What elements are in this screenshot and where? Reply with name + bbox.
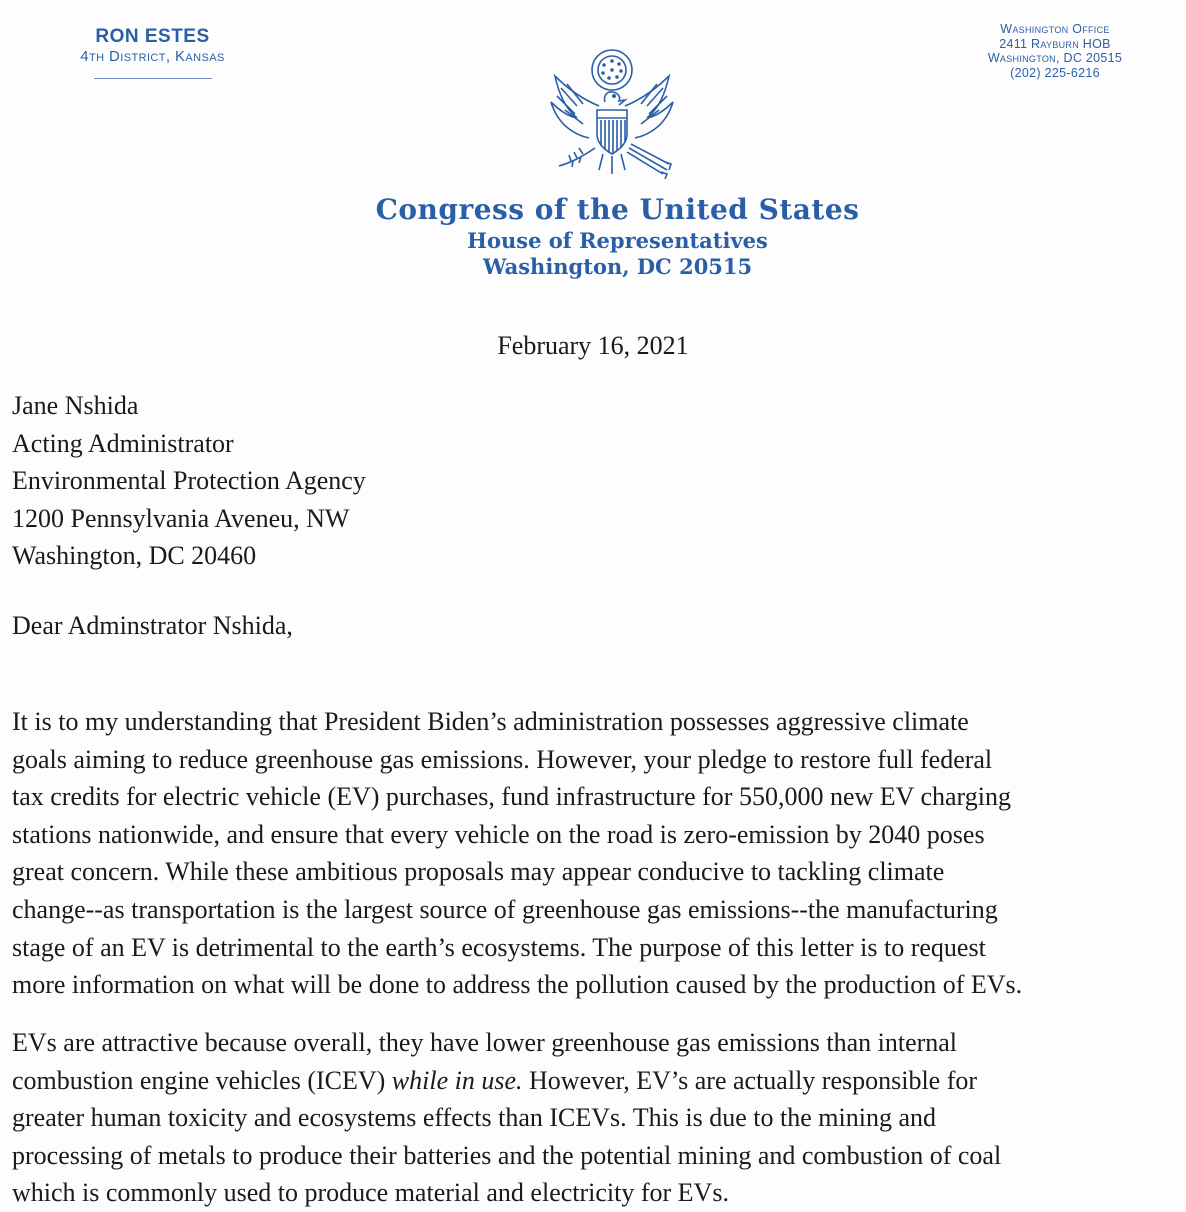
- paragraph-line: EVs are attractive because overall, they have lower greenhouse gas emissions than internal: [12, 1028, 958, 1057]
- member-district: 4th District, Kansas: [80, 48, 225, 65]
- recipient-street: 1200 Pennsylvania Aveneu, NW: [12, 503, 350, 533]
- paragraph-line: change--as transportation is the largest source of greenhouse gas emissions--the manufacturing: [12, 894, 998, 924]
- recipient-title: Acting Administrator: [12, 428, 234, 458]
- recipient-city: Washington, DC 20460: [12, 541, 257, 570]
- italic-emphasis: while in use.: [391, 1065, 523, 1095]
- member-name: RON ESTES: [95, 26, 210, 47]
- office-phone: (202) 225-6216: [1010, 65, 1100, 80]
- paragraph-line: stations nationwide, and ensure that every vehicle on the road is zero-emission by 2040 poses: [12, 819, 985, 849]
- office-block: [955, 22, 1155, 80]
- recipient-name: Jane Nshida: [12, 391, 139, 420]
- member-rule-divider: [94, 78, 212, 79]
- office-building: 2411 Rayburn HOB: [999, 36, 1111, 51]
- office-title: Washington Office: [1000, 22, 1110, 36]
- paragraph-line: greater human toxicity and ecosystems effects than ICEVs. This is due to the mining and: [12, 1103, 937, 1133]
- congress-heading: [300, 192, 935, 280]
- paragraph-line: tax credits for electric vehicle (EV) purchases, fund infrastructure for 550,000 new EV charging: [12, 782, 1011, 812]
- paragraph-text: combustion engine vehicles (ICEV): [12, 1065, 392, 1095]
- paragraph-line: [12, 1062, 1182, 1100]
- paragraph-line: more information on what will be done to address the pollution caused by the production of EVs.: [12, 970, 1023, 1000]
- paragraph-line: It is to my understanding that President Biden’s administration possesses aggressive climate: [12, 707, 969, 736]
- paragraph-text: However, EV’s are actually responsible for: [522, 1065, 978, 1095]
- congress-title: Congress of the United States: [375, 193, 860, 226]
- paragraph-line: processing of metals to produce their batteries and the potential mining and combustion of coal: [12, 1140, 1002, 1170]
- recipient-agency: Environmental Protection Agency: [12, 466, 366, 495]
- salutation: Dear Adminstrator Nshida,: [12, 611, 293, 640]
- paragraph-line: goals aiming to reduce greenhouse gas emissions. However, your pledge to restore full federal: [12, 744, 993, 774]
- paragraph-line: stage of an EV is detrimental to the earth’s ecosystems. The purpose of this letter is to request: [12, 932, 986, 962]
- paragraph-line: which is commonly used to produce material and electricity for EVs.: [12, 1178, 729, 1208]
- recipient-address: [12, 387, 366, 575]
- letter-date: February 16, 2021: [497, 331, 689, 360]
- body-paragraph-2: [12, 1024, 1182, 1212]
- office-city: Washington, DC 20515: [987, 51, 1123, 65]
- member-block: [45, 26, 260, 79]
- eagle-seal-icon: [537, 44, 687, 184]
- congress-address: Washington, DC 20515: [482, 254, 753, 279]
- paragraph-line: great concern. While these ambitious proposals may appear conducive to tackling climate: [12, 857, 945, 887]
- body-paragraph-1: [12, 703, 1182, 1004]
- house-title: House of Representatives: [467, 228, 768, 253]
